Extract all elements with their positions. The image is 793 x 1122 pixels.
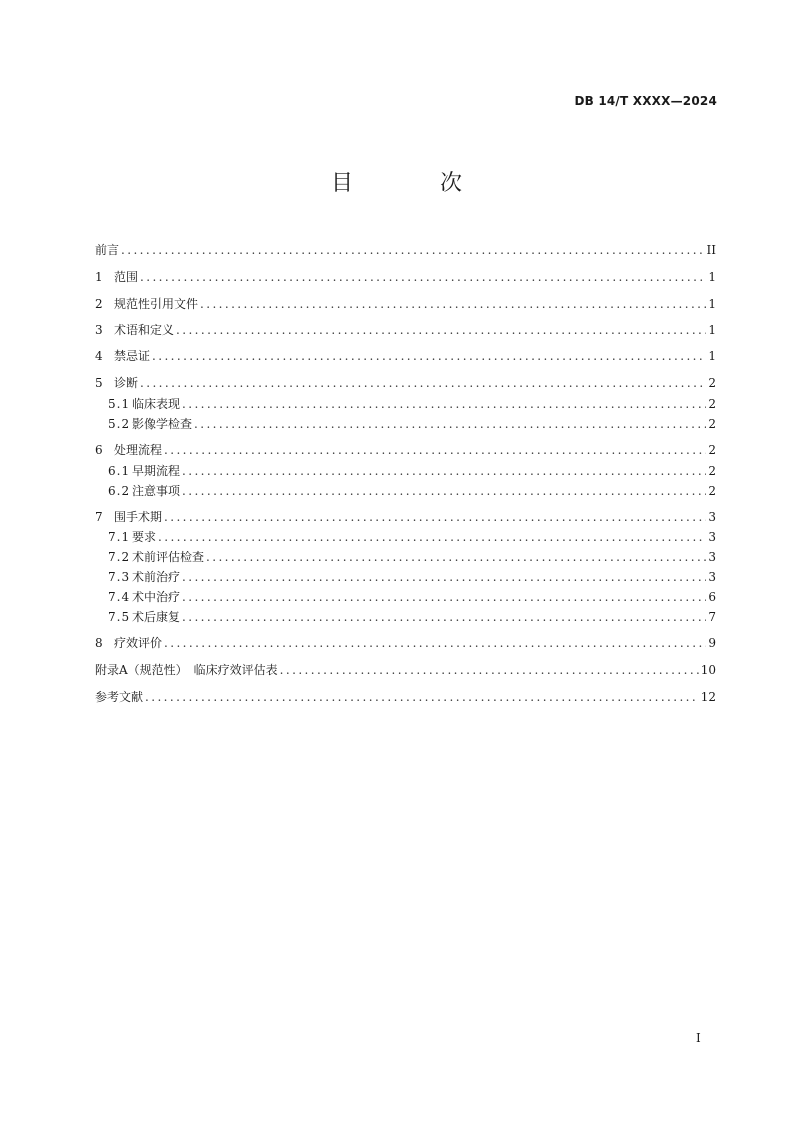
toc-entry-number: 6.1: [108, 464, 131, 478]
toc-entry-page: 3: [708, 510, 716, 524]
page-title: 目 次: [331, 171, 502, 196]
toc-entry-number: 7.3: [108, 570, 131, 584]
toc-entry-label: 参考文献: [95, 690, 144, 704]
toc-entry-label: 范围: [114, 270, 139, 284]
dot-leader: [164, 634, 706, 652]
toc-entry-label: 禁忌证: [114, 349, 151, 363]
toc-entry-page: 9: [708, 636, 716, 650]
dot-leader: [140, 268, 706, 286]
toc-entry-label: 术前治疗: [132, 570, 181, 584]
dot-leader: [145, 688, 699, 706]
dot-leader: [164, 441, 706, 459]
toc-entry-precautions[interactable]: [108, 482, 716, 500]
toc-entry-bibliography[interactable]: [95, 688, 716, 706]
toc-entry-early-process[interactable]: [108, 462, 716, 480]
toc-entry-label: 附录A（规范性） 临床疗效评估表: [95, 663, 278, 677]
toc-entry-label: 早期流程: [132, 464, 181, 478]
toc-entry-appendix-a[interactable]: [95, 661, 716, 679]
toc-entry-page: 2: [708, 397, 716, 411]
toc-entry-page: 1: [708, 297, 716, 311]
toc-entry-label: 疗效评价: [114, 636, 163, 650]
toc-entry-page: 2: [708, 443, 716, 457]
dot-leader: [121, 241, 705, 259]
toc-entry-number: 7.5: [108, 610, 131, 624]
dot-leader: [164, 508, 706, 526]
toc-entry-preop-treatment[interactable]: [108, 568, 716, 586]
dot-leader: [176, 321, 706, 339]
toc-entry-label: 前言: [95, 243, 120, 257]
toc-entry-imaging[interactable]: [108, 415, 716, 433]
dot-leader: [280, 661, 699, 679]
toc-entry-page: 1: [708, 349, 716, 363]
toc-entry-contraindications[interactable]: [95, 347, 716, 365]
toc-entry-foreword[interactable]: [95, 241, 716, 259]
toc-entry-label: 要求: [132, 530, 157, 544]
toc-entry-number: 5.2: [108, 417, 131, 431]
toc-entry-clinical-manifestations[interactable]: [108, 395, 716, 413]
toc-entry-page: 1: [708, 323, 716, 337]
toc-entry-normative-references[interactable]: [95, 295, 716, 313]
toc-entry-scope[interactable]: [95, 268, 716, 286]
toc-entry-number: 6: [95, 443, 103, 457]
toc-entry-label: 术后康复: [132, 610, 181, 624]
toc-entry-page: 3: [708, 530, 716, 544]
dot-leader: [194, 415, 706, 433]
toc-entry-page: 2: [708, 417, 716, 431]
toc-entry-treatment-process[interactable]: [95, 441, 716, 459]
toc-entry-diagnosis[interactable]: [95, 374, 716, 392]
dot-leader: [182, 568, 706, 586]
toc-entry-page: 2: [708, 464, 716, 478]
toc-entry-label: 影像学检查: [132, 417, 193, 431]
dot-leader: [206, 548, 706, 566]
toc-entry-label: 处理流程: [114, 443, 163, 457]
toc-entry-efficacy-evaluation[interactable]: [95, 634, 716, 652]
toc-entry-number: 2: [95, 297, 103, 311]
toc-entry-label: 诊断: [114, 376, 139, 390]
toc-entry-intraop-treatment[interactable]: [108, 588, 716, 606]
dot-leader: [152, 347, 706, 365]
toc-entry-page: 2: [708, 376, 716, 390]
dot-leader: [182, 608, 706, 626]
toc-entry-label: 注意事项: [132, 484, 181, 498]
toc-entry-number: 7.4: [108, 590, 131, 604]
toc-entry-preop-assessment[interactable]: [108, 548, 716, 566]
dot-leader: [140, 374, 706, 392]
toc-entry-page: 10: [700, 663, 716, 677]
dot-leader: [182, 462, 706, 480]
toc-entry-page: 1: [708, 270, 716, 284]
toc-entry-page: 3: [708, 570, 716, 584]
toc-entry-number: 7.2: [108, 550, 131, 564]
toc-entry-label: 术语和定义: [114, 323, 175, 337]
toc-entry-label: 术中治疗: [132, 590, 181, 604]
toc-entry-page: 12: [700, 690, 716, 704]
toc-entry-number: 7: [95, 510, 103, 524]
toc-entry-label: 术前评估检查: [132, 550, 205, 564]
toc-entry-terms-definitions[interactable]: [95, 321, 716, 339]
toc-entry-number: 3: [95, 323, 103, 337]
dot-leader: [182, 482, 706, 500]
toc-entry-page: II: [706, 243, 716, 257]
toc-entry-requirements[interactable]: [108, 528, 716, 546]
toc-entry-page: 2: [708, 484, 716, 498]
dot-leader: [200, 295, 706, 313]
document-code: DB 14/T XXXX—2024: [574, 94, 717, 108]
toc-entry-number: 5: [95, 376, 103, 390]
dot-leader: [182, 395, 706, 413]
toc-entry-page: 6: [708, 590, 716, 604]
toc-entry-page: 3: [708, 550, 716, 564]
toc-entry-number: 5.1: [108, 397, 131, 411]
dot-leader: [158, 528, 706, 546]
toc-entry-number: 4: [95, 349, 103, 363]
dot-leader: [182, 588, 706, 606]
toc-entry-page: 7: [708, 610, 716, 624]
page-number: I: [696, 1031, 701, 1045]
toc-entry-postop-rehab[interactable]: [108, 608, 716, 626]
toc-entry-number: 8: [95, 636, 103, 650]
toc-entry-label: 规范性引用文件: [114, 297, 199, 311]
toc-entry-number: 7.1: [108, 530, 131, 544]
toc-entry-label: 围手术期: [114, 510, 163, 524]
toc-entry-label: 临床表现: [132, 397, 181, 411]
toc-entry-perioperative[interactable]: [95, 508, 716, 526]
toc-entry-number: 1: [95, 270, 103, 284]
toc-entry-number: 6.2: [108, 484, 131, 498]
